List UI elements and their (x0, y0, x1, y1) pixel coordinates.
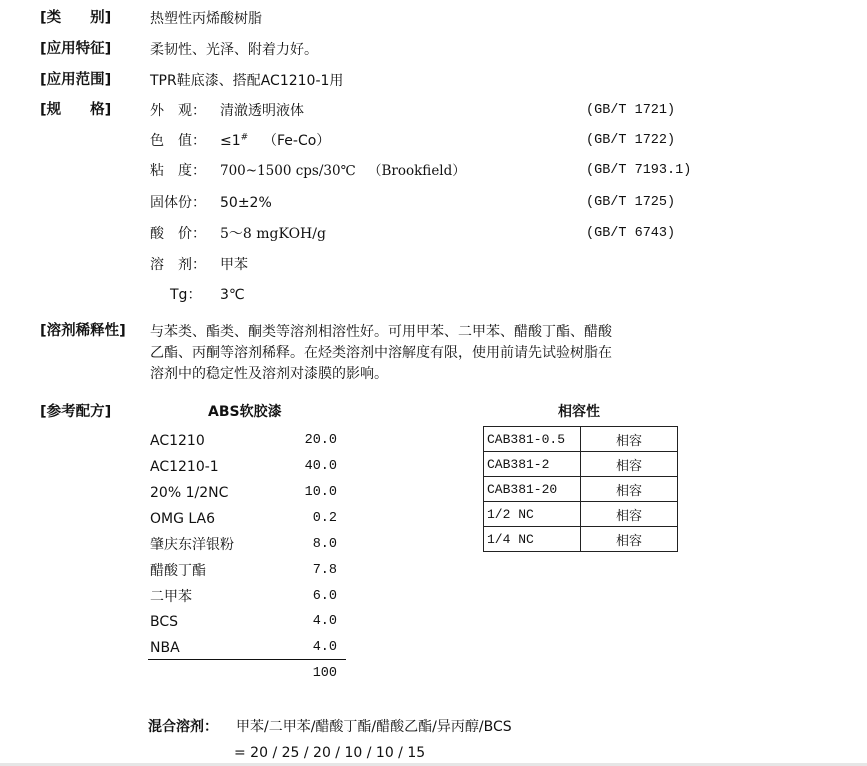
formula-item-name: 肇庆东洋银粉 (150, 537, 234, 553)
compat-result: 相容 (581, 452, 678, 477)
compat-result: 相容 (581, 477, 678, 502)
compat-resin: CAB381-20 (484, 477, 581, 502)
formula-title: ABS软胶漆 (208, 404, 282, 420)
label-dilution: [溶剂稀释性] (40, 323, 126, 339)
spec-value: 50±2% (220, 195, 272, 211)
formula-total: 100 (312, 666, 337, 681)
formula-item-name: 20% 1/2NC (150, 485, 229, 501)
formula-item-amount: 7.8 (312, 563, 337, 578)
formula-item-amount: 20.0 (304, 433, 337, 448)
spec-name: 溶 剂： (150, 257, 206, 273)
table-row (484, 452, 678, 477)
spec-name: 色 值： (150, 133, 206, 149)
compatibility-title: 相容性 (558, 404, 600, 420)
table-row (484, 527, 678, 552)
spec-name: Tg： (170, 287, 202, 303)
compat-resin: 1/4 NC (484, 527, 581, 552)
spec-standard: (GB/T 6743) (586, 226, 676, 241)
compat-result: 相容 (581, 427, 678, 452)
spec-standard: (GB/T 1721) (586, 103, 676, 118)
formula-item-name: 二甲苯 (150, 589, 192, 605)
formula-total-rule (148, 659, 346, 660)
label-scope: [应用范围] (40, 72, 112, 88)
table-row (484, 502, 678, 527)
label-category: [类 别] (40, 10, 112, 26)
mixed-solvent-label: 混合溶剂： (148, 719, 218, 735)
spec-name: 固体份： (150, 195, 206, 211)
spec-value-note: （Brookfield） (368, 163, 466, 179)
dilution-line: 溶剂中的稳定性及溶剂对漆膜的影响。 (150, 366, 388, 382)
spec-standard: (GB/T 1725) (586, 195, 676, 210)
formula-item-name: OMG LA6 (150, 511, 216, 527)
formula-item-amount: 6.0 (312, 589, 337, 604)
formula-item-amount: 0.2 (312, 511, 337, 526)
compat-result: 相容 (581, 502, 678, 527)
label-features: [应用特征] (40, 41, 112, 57)
compatibility-table (483, 426, 678, 552)
formula-item-name: AC1210-1 (150, 459, 219, 475)
spec-value-main: ≤1 (220, 133, 241, 149)
spec-name: 酸 价： (150, 226, 206, 242)
spec-value: 清澈透明液体 (220, 103, 304, 119)
formula-item-name: 醋酸丁酯 (150, 563, 206, 579)
formula-item-name: AC1210 (150, 433, 205, 449)
category-value: 热塑性丙烯酸树脂 (150, 11, 262, 27)
compat-resin: 1/2 NC (484, 502, 581, 527)
formula-item-amount: 8.0 (312, 537, 337, 552)
mixed-solvent-composition: 甲苯/二甲苯/醋酸丁酯/醋酸乙酯/异丙醇/BCS (236, 719, 512, 735)
features-value: 柔韧性、光泽、附着力好。 (150, 42, 318, 58)
formula-item-amount: 40.0 (304, 459, 337, 474)
formula-item-amount: 10.0 (304, 485, 337, 500)
spec-value: 5～8 mgKOH/g (220, 226, 326, 242)
table-row (484, 427, 678, 452)
spec-name: 粘 度： (150, 163, 206, 179)
spec-standard: (GB/T 1722) (586, 133, 676, 148)
formula-item-amount: 4.0 (312, 614, 337, 629)
mixed-solvent-ratio: = 20 / 25 / 20 / 10 / 10 / 15 (234, 745, 426, 761)
spec-standard: (GB/T 7193.1) (586, 163, 692, 178)
spec-value: 700~1500 cps/30℃ (220, 163, 356, 179)
table-row (484, 477, 678, 502)
dilution-line: 乙酯、丙酮等溶剂稀释。在烃类溶剂中溶解度有限，使用前请先试验树脂在 (150, 345, 612, 361)
formula-item-name: BCS (150, 614, 179, 630)
spec-value: 甲苯 (220, 257, 248, 273)
label-spec: [规 格] (40, 102, 112, 118)
compat-resin: CAB381-2 (484, 452, 581, 477)
scope-value: TPR鞋底漆、搭配AC1210-1用 (150, 73, 344, 89)
spec-value (220, 132, 248, 150)
spec-value: 3℃ (220, 287, 245, 303)
label-formula: [参考配方] (40, 404, 112, 420)
spec-value-note: （Fe-Co） (263, 133, 331, 149)
compat-result: 相容 (581, 527, 678, 552)
spec-value-sup: # (240, 132, 249, 143)
compat-resin: CAB381-0.5 (484, 427, 581, 452)
spec-name: 外 观： (150, 103, 206, 119)
dilution-line: 与苯类、酯类、酮类等溶剂相溶性好。可用甲苯、二甲苯、醋酸丁酯、醋酸 (150, 324, 612, 340)
formula-item-amount: 4.0 (312, 640, 337, 655)
formula-item-name: NBA (150, 640, 180, 656)
